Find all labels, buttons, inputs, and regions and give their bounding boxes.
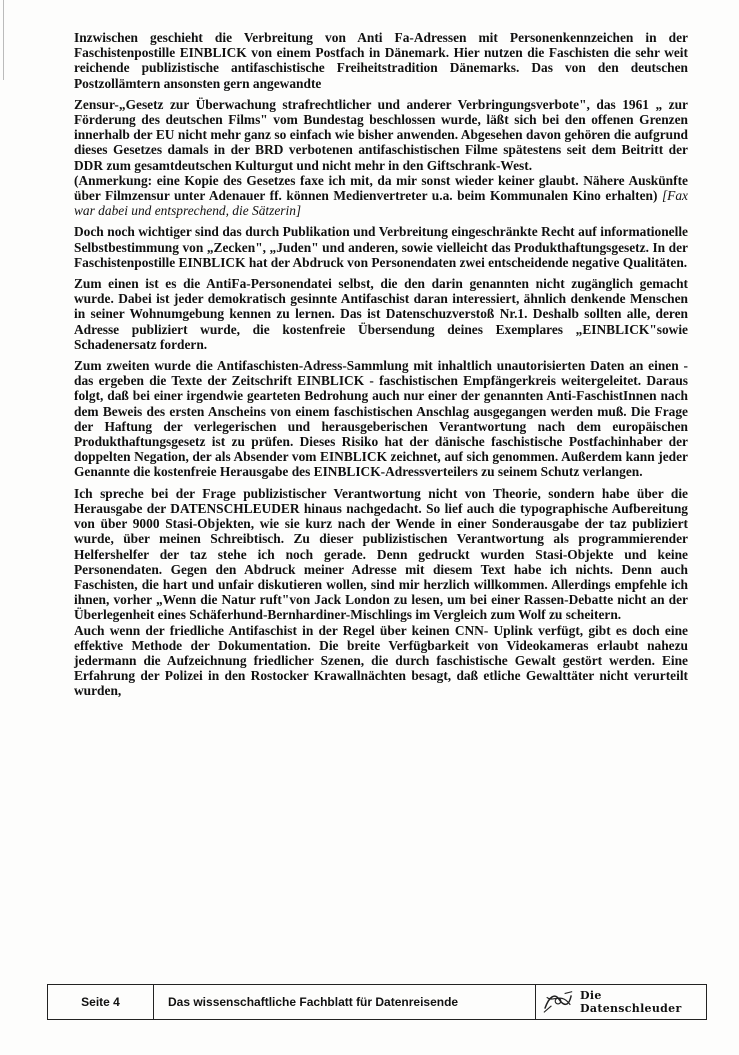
paragraph-2: Zensur-„Gesetz zur Überwachung strafrechtlicher und anderer Verbringungsverbote", das 1961 „ zur Förderung des deutschen Films" vom Bundestag beschlossen wurde, läßt sich bei den offenen Grenzen innerhalb der EU nicht mehr ganz so einfach wie bisher anwenden. Abgesehen davon gehören die aufgrund dieses Gesetzes damals in der BRD verbotenen antifaschistischen Filme spätestens seit dem Beitritt der DDR zum gesamtdeutschen Kulturgut und nicht mehr in den Giftschrank-West. bbox=[74, 96, 688, 173]
paragraph-4: Doch noch wichtiger sind das durch Publikation und Verbreitung eingeschränkte Recht auf informationelle Selbstbestimmung von „Zecken", „Juden" und anderen, sowie vielleicht das Produkthaftungsgesetz. In der Faschistenpostille EINBLICK hat der Abdruck von Personendaten zwei entscheidende negative Qualitäten. bbox=[74, 224, 688, 270]
paragraph-8: Auch wenn der friedliche Antifaschist in der Regel über keinen CNN- Uplink verfügt, gibt es doch eine effektive Methode der Dokumentation. Die breite Verfügbarkeit von Videokameras erlaubt nahezu jedermann die Aufzeichnung friedlicher Szenen, die durch faschistische Gewalt gestört werden. Eine Erfahrung der Polizei in den Rostocker Krawallnächten besagt, daß etliche Gewalttäter nicht verurteilt wurden, bbox=[74, 622, 688, 699]
paragraph-1: Inzwischen geschieht die Verbreitung von Anti Fa-Adressen mit Personenkennzeichen in der Faschistenpostille EINBLICK von einem Postfach in Dänemark. Hier nutzen die Faschisten die sehr weit reichende publizistische antifaschistische Freiheitstradition Dänemarks. Das von den deutschen Postzollämtern ansonsten gern angewandte bbox=[74, 30, 688, 91]
logo-wordmark: Die Datenschleuder bbox=[580, 989, 682, 1015]
paragraph-5: Zum einen ist es die AntiFa-Personendatei selbst, die den darin genannten nicht zugänglich gemacht wurde. Dabei ist jeder demokratisch gesinnte Antifaschist daran interessiert, ähnlich denkende Menschen in seiner Wohnumgebung kennen zu lernen. Das ist Datenschuzverstoß Nr.1. Deshalb sollten alle, deren Adresse publiziert wurde, die kostenfreie Übersendung deines Exemplares „EINBLICK"sowie Schadenersatz fordern. bbox=[74, 276, 688, 352]
paragraph-6: Zum zweiten wurde die Antifaschisten-Adress-Sammlung mit inhaltlich unautorisierten Daten an einen - das ergeben die Texte der Zeitschrift EINBLICK - faschistischen Empfängerkreis weitergeleitet. Daraus folgt, daß bei einer irgendwie gearteten Bedrohung auch nur einer der genannten Anti-FaschistInnen nach dem Beweis des ersten Anscheins von einem faschistischen Anschlag ausgegangen werden muß. Die Frage der Haftung der verlegerischen und herausgeberischen Verantwortung nach dem europäischen Produkthaftungsgesetz ist zu prüfen. Dieses Risiko hat der dänische faschistische Postfachinhaber der doppelten Negation, der als Absender vom EINBLICK zeichnet, auf sich genommen. Außerdem kann jeder Genannte die kostenfreie Herausgabe des EINBLICK-Adressverteilers zu seinem Schutz verlangen. bbox=[74, 358, 688, 480]
footer-tagline: Das wissenschaftliche Fachblatt für Datenreisende bbox=[154, 985, 536, 1019]
page-footer bbox=[47, 984, 707, 1020]
scan-edge-line bbox=[3, 0, 4, 80]
article-body bbox=[74, 30, 688, 705]
editor-note: [Fax war dabei und entsprechend, die Sätzerin] bbox=[74, 188, 688, 219]
datenschleuder-logo bbox=[536, 985, 706, 1019]
chaos-knot-icon bbox=[542, 989, 574, 1015]
page-number: Seite 4 bbox=[48, 985, 154, 1019]
paragraph-7: Ich spreche bei der Frage publizistischer Verantwortung nicht von Theorie, sondern habe über die Herausgabe der DATENSCHLEUDER hinaus nachgedacht. So lief auch die typographische Aufbereitung von über 9000 Stasi-Objekten, wie sie kurz nach der Wende in einer Sonderausgabe der taz publiziert wurde, über meinen Schreibtisch. Zu dieser publizistischen Verantwortung als programmierender Helfershelfer der taz stehe ich noch gerade. Denn gedruckt wurden Stasi-Objekte und keine Personendaten. Gegen den Abdruck meiner Adresse mit diesem Text habe ich nichts. Denn auch Faschisten, die hart und unfair diskutieren wollen, sind mir herzlich willkommen. Allerdings empfehle ich ihnen, vorher „Wenn die Natur ruft"von Jack London zu lesen, um bei einer Rassen-Debatte nicht an der Überlegenheit eines Schäferhund-Bernhardiner-Mischlings im Vergleich zum Wolf zu scheitern. bbox=[74, 485, 688, 623]
paragraph-3 bbox=[74, 173, 688, 219]
annotation-text: (Anmerkung: eine Kopie des Gesetzes faxe ich mit, da mir sonst wieder keiner glaubt. Nähere Auskünfte über Filmzensur unter Adenauer ff. können Medienvertreter u.a. beim Kommunalen Kino erhalten) bbox=[74, 172, 688, 204]
